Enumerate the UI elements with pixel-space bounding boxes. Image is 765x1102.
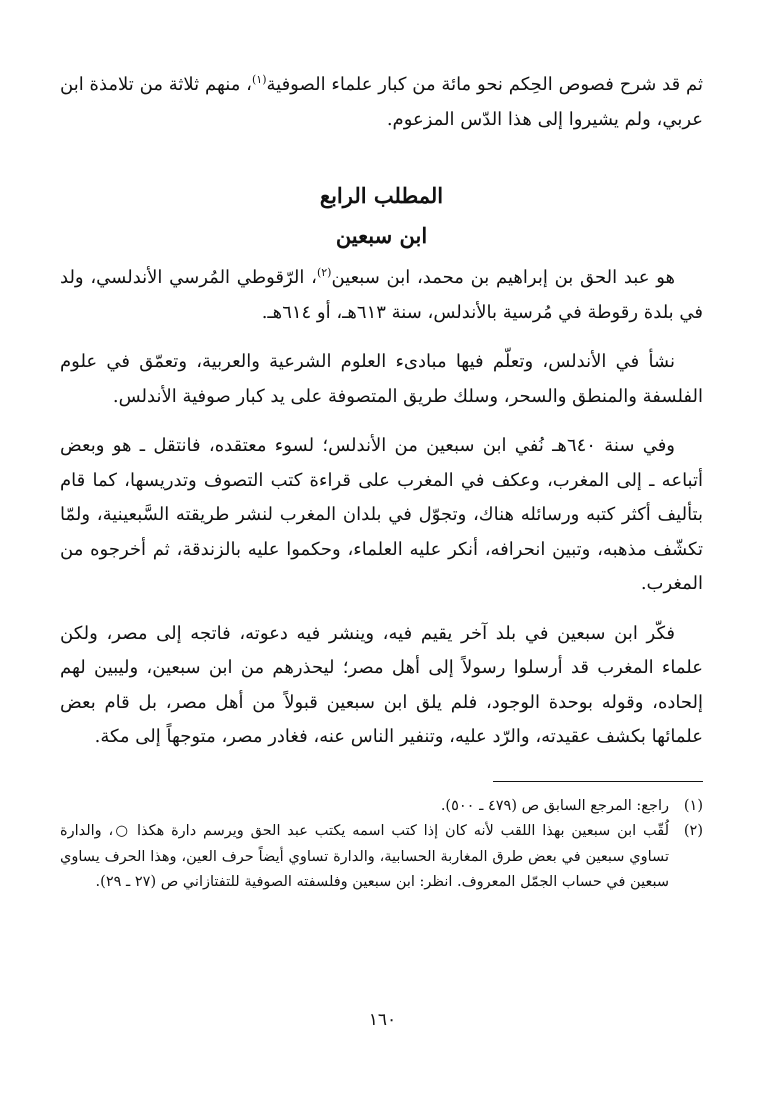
footnote-ref-1: (١) [251,73,267,86]
intro-text-part1: ثم قد شرح فصوص الحِكم نحو مائة من كبار علماء الصوفية [266,74,703,95]
paragraph-2: نشأ في الأندلس، وتعلّم فيها مبادىء العلوم الشرعية والعربية، وتعمّق في علوم الفلسفة والمنطق والسحر، وسلك طريق المتصوفة على يد كبار صوفية الأندلس. [60,351,703,407]
footnote-1-number: (١) [683,797,703,814]
paragraph-3: وفي سنة ٦٤٠هـ نُفي ابن سبعين من الأندلس؛ لسوء معتقده، فانتقل ـ هو وبعض أتباعه ـ إلى المغرب، وعكف في المغرب على قراءة كتب التصوف وتدريسها، كما قام بتأليف أكثر كتبه ورسائله هناك، وتجوّل في بلدان المغرب لنشر طريقته السَّبعينية، ولمّا تكشّف مذهبه، وتبين انحرافه، أنكر عليه العلماء، وحكموا عليه بالزندقة، ثم أخرجوه من المغرب. [60,435,703,594]
footnote-1 [60,794,703,820]
paragraph-1 [60,261,703,330]
footnote-1-text: راجع: المرجع السابق ص (٤٧٩ ـ ٥٠٠). [440,797,669,814]
page-number: ١٦٠ [368,1010,397,1030]
intro-text-part2: ، منهم ثلاثة من تلامذة ابن عربي، ولم يشيروا إلى هذا الدّس المزعوم. [60,74,703,130]
footnote-ref-2: (٢) [316,266,332,279]
section-heading: المطلب الرابع [319,183,444,208]
footnote-2-text: لُقّب ابن سبعين بهذا اللقب لأنه كان إذا كتب اسمه يكتب عبد الحق ويرسم دارة هكذا ○، والدارة تساوي سبعين في بعض طرق المغاربة الحسابية، والدارة تساوي أيضاً حرف العين، وهذا الحرف يساوي سبعين في حساب الجمّل المعروف. انظر: ابن سبعين وفلسفته الصوفية للتفتازاني ص (٢٧ ـ ٢٩). [60,823,669,890]
footnote-divider [493,781,703,782]
section-subheading: ابن سبعين [335,223,428,248]
paragraph-4: فكّر ابن سبعين في بلد آخر يقيم فيه، وينشر فيه دعوته، فاتجه إلى مصر، ولكن علماء المغرب قد أرسلوا رسولاً إلى أهل مصر؛ ليحذرهم من ابن سبعين، وليبين لهم إلحاده، وقوله بوحدة الوجود، فلم يلق ابن سبعين قبولاً من أهل مصر، بل قام بعض علمائها بكشف عقيدته، والرّد عليه، وتنفير الناس عنه، فغادر مصر، متوجهاً إلى مكة. [60,622,703,747]
paragraph-1-part2: ، الرّقوطي المُرسي الأندلسي، ولد في بلدة رقوطة في مُرسية بالأندلس، سنة ٦١٣هـ، أو ٦١٤هـ. [60,267,703,323]
footnote-2 [60,819,703,896]
footnote-2-number: (٢) [683,823,703,839]
intro-paragraph [60,68,703,137]
paragraph-1-part1: هو عبد الحق بن إبراهيم بن محمد، ابن سبعين [331,267,675,288]
